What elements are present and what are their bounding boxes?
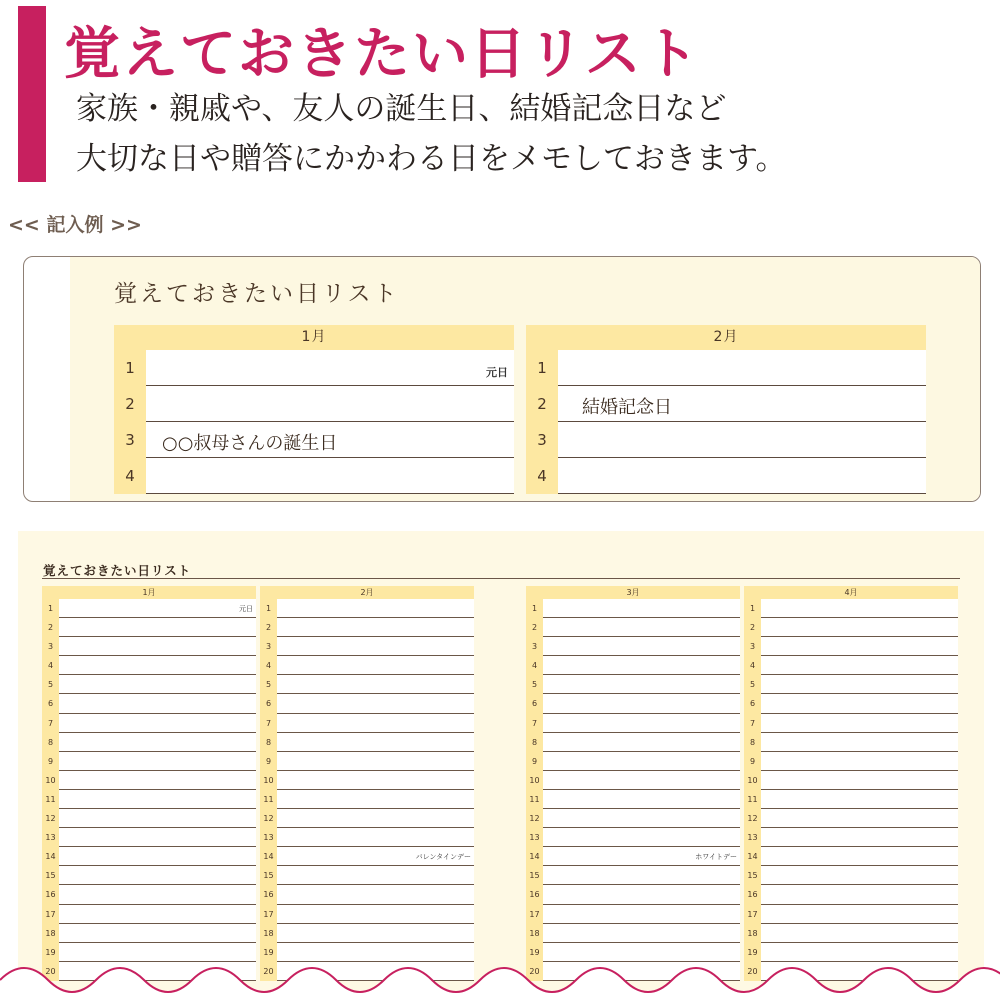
note-cell[interactable] <box>59 828 256 847</box>
day-row <box>526 714 740 733</box>
note-cell[interactable] <box>761 675 958 694</box>
note-cell[interactable] <box>146 422 514 458</box>
note-cell[interactable] <box>543 790 740 809</box>
day-row <box>526 599 740 618</box>
day-number: 8 <box>526 733 543 752</box>
day-row <box>744 790 958 809</box>
note-cell[interactable] <box>277 943 474 962</box>
example-card <box>23 256 981 502</box>
day-row <box>42 771 256 790</box>
note-cell[interactable] <box>277 885 474 904</box>
day-number: 1 <box>42 599 59 618</box>
day-number: 14 <box>526 847 543 866</box>
day-row <box>744 809 958 828</box>
day-row <box>526 675 740 694</box>
handwritten-note: 結婚記念日 <box>582 397 672 418</box>
day-number: 2 <box>114 386 146 422</box>
day-number: 6 <box>744 694 761 713</box>
day-row <box>526 885 740 904</box>
day-number: 18 <box>526 924 543 943</box>
note-cell[interactable] <box>543 752 740 771</box>
day-number: 13 <box>42 828 59 847</box>
note-cell[interactable] <box>543 885 740 904</box>
day-number: 4 <box>744 656 761 675</box>
day-number: 6 <box>526 694 543 713</box>
day-number: 9 <box>42 752 59 771</box>
day-number: 5 <box>744 675 761 694</box>
day-number: 10 <box>42 771 59 790</box>
day-number: 10 <box>260 771 277 790</box>
note-cell[interactable] <box>761 694 958 713</box>
day-number: 11 <box>744 790 761 809</box>
day-number: 2 <box>526 618 543 637</box>
note-cell[interactable] <box>59 866 256 885</box>
note-cell[interactable] <box>761 809 958 828</box>
day-row <box>260 866 474 885</box>
day-number: 10 <box>744 771 761 790</box>
day-number: 17 <box>744 905 761 924</box>
day-row <box>526 943 740 962</box>
note-cell[interactable] <box>543 828 740 847</box>
day-row <box>744 656 958 675</box>
note-cell[interactable] <box>558 350 926 386</box>
day-row <box>42 828 256 847</box>
note-cell[interactable] <box>146 386 514 422</box>
note-cell[interactable] <box>761 637 958 656</box>
note-cell[interactable] <box>277 771 474 790</box>
note-cell[interactable] <box>59 809 256 828</box>
day-row <box>744 733 958 752</box>
title-underline <box>42 578 960 579</box>
day-row <box>42 885 256 904</box>
day-row <box>42 866 256 885</box>
day-row <box>42 790 256 809</box>
note-cell[interactable] <box>761 847 958 866</box>
day-row <box>260 675 474 694</box>
day-number: 11 <box>42 790 59 809</box>
holiday-label: ホワイトデー <box>695 853 737 862</box>
day-row <box>744 943 958 962</box>
note-cell[interactable] <box>59 599 256 618</box>
day-number: 9 <box>744 752 761 771</box>
note-cell[interactable] <box>761 905 958 924</box>
day-row <box>42 943 256 962</box>
note-cell[interactable] <box>59 885 256 904</box>
note-cell[interactable] <box>59 752 256 771</box>
day-number: 1 <box>526 350 558 386</box>
day-row <box>526 733 740 752</box>
day-number: 7 <box>526 714 543 733</box>
note-cell[interactable] <box>543 924 740 943</box>
note-cell[interactable] <box>277 828 474 847</box>
day-row <box>260 847 474 866</box>
day-number: 5 <box>42 675 59 694</box>
day-row <box>42 924 256 943</box>
note-cell[interactable] <box>277 694 474 713</box>
note-cell[interactable] <box>761 599 958 618</box>
day-row <box>42 656 256 675</box>
day-number: 15 <box>42 866 59 885</box>
day-row <box>42 637 256 656</box>
day-row <box>744 752 958 771</box>
day-number: 1 <box>114 350 146 386</box>
day-row <box>260 752 474 771</box>
month-column <box>744 586 958 981</box>
day-number: 14 <box>42 847 59 866</box>
full-page-preview <box>18 531 984 991</box>
full-page-title: 覚えておきたい日リスト <box>43 563 192 578</box>
day-number: 7 <box>42 714 59 733</box>
description-line-2: 大切な日や贈答にかかわる日をメモしておきます。 <box>76 141 787 177</box>
day-number: 19 <box>260 943 277 962</box>
note-cell[interactable] <box>543 733 740 752</box>
day-number: 15 <box>744 866 761 885</box>
day-number: 11 <box>526 790 543 809</box>
day-row <box>260 790 474 809</box>
example-label: << 記入例 >> <box>8 214 142 236</box>
note-cell[interactable] <box>277 714 474 733</box>
day-number: 13 <box>260 828 277 847</box>
note-cell[interactable] <box>277 733 474 752</box>
day-number: 11 <box>260 790 277 809</box>
note-cell[interactable] <box>543 866 740 885</box>
day-row <box>42 618 256 637</box>
day-row <box>744 828 958 847</box>
page-title: 覚えておきたい日リスト <box>64 22 701 87</box>
note-cell[interactable] <box>543 714 740 733</box>
day-row <box>744 694 958 713</box>
note-cell[interactable] <box>761 828 958 847</box>
day-row <box>744 866 958 885</box>
example-row <box>114 458 514 494</box>
note-cell[interactable] <box>543 943 740 962</box>
note-cell[interactable] <box>761 714 958 733</box>
day-row <box>526 656 740 675</box>
day-row <box>744 714 958 733</box>
day-row <box>42 599 256 618</box>
note-cell[interactable] <box>277 752 474 771</box>
day-number: 14 <box>744 847 761 866</box>
day-number: 7 <box>260 714 277 733</box>
note-cell[interactable] <box>59 714 256 733</box>
day-row <box>526 905 740 924</box>
note-cell[interactable] <box>543 809 740 828</box>
example-row <box>114 386 514 422</box>
note-cell[interactable] <box>59 675 256 694</box>
day-number: 2 <box>42 618 59 637</box>
day-number: 17 <box>526 905 543 924</box>
note-cell[interactable] <box>761 866 958 885</box>
note-cell[interactable] <box>59 905 256 924</box>
day-row <box>526 809 740 828</box>
day-number: 2 <box>260 618 277 637</box>
day-number: 19 <box>744 943 761 962</box>
day-row <box>744 924 958 943</box>
note-cell[interactable] <box>59 656 256 675</box>
day-number: 20 <box>260 962 277 981</box>
example-row <box>526 458 926 494</box>
day-row <box>744 599 958 618</box>
note-cell[interactable] <box>277 905 474 924</box>
day-number: 18 <box>744 924 761 943</box>
day-number: 2 <box>744 618 761 637</box>
day-row <box>260 885 474 904</box>
example-row <box>526 422 926 458</box>
holiday-label: 元日 <box>239 605 253 613</box>
day-number: 16 <box>42 885 59 904</box>
day-number: 3 <box>114 422 146 458</box>
note-cell[interactable] <box>543 656 740 675</box>
holiday-label: 元日 <box>486 366 508 379</box>
example-row <box>114 422 514 458</box>
wavy-cut-edge <box>0 960 1000 1000</box>
day-row <box>744 905 958 924</box>
day-number: 4 <box>42 656 59 675</box>
note-cell[interactable] <box>543 599 740 618</box>
example-month-column <box>114 325 514 494</box>
note-cell[interactable] <box>277 924 474 943</box>
day-row <box>42 809 256 828</box>
note-cell[interactable] <box>277 847 474 866</box>
month-header: 2月 <box>526 325 926 350</box>
day-number: 18 <box>42 924 59 943</box>
day-row <box>260 656 474 675</box>
day-number: 3 <box>526 637 543 656</box>
day-number: 15 <box>526 866 543 885</box>
day-row <box>526 771 740 790</box>
day-number: 3 <box>42 637 59 656</box>
example-row <box>526 386 926 422</box>
day-number: 12 <box>42 809 59 828</box>
note-cell[interactable] <box>277 618 474 637</box>
day-number: 13 <box>744 828 761 847</box>
note-cell[interactable] <box>277 790 474 809</box>
day-row <box>744 771 958 790</box>
note-cell[interactable] <box>543 847 740 866</box>
note-cell[interactable] <box>277 637 474 656</box>
note-cell[interactable] <box>761 733 958 752</box>
day-row <box>260 694 474 713</box>
day-row <box>260 905 474 924</box>
day-row <box>42 752 256 771</box>
day-number: 16 <box>744 885 761 904</box>
day-row <box>744 618 958 637</box>
handwritten-note: ○○叔母さんの誕生日 <box>162 433 338 454</box>
day-row <box>260 618 474 637</box>
day-number: 3 <box>526 422 558 458</box>
day-row <box>744 675 958 694</box>
description-line-1: 家族・親戚や、友人の誕生日、結婚記念日など <box>76 91 727 127</box>
day-row <box>260 924 474 943</box>
day-number: 17 <box>42 905 59 924</box>
day-row <box>744 637 958 656</box>
note-cell[interactable] <box>543 618 740 637</box>
day-number: 16 <box>260 885 277 904</box>
day-row <box>526 866 740 885</box>
day-number: 10 <box>526 771 543 790</box>
note-cell[interactable] <box>558 386 926 422</box>
day-number: 9 <box>526 752 543 771</box>
header-accent-bar <box>18 6 46 182</box>
note-cell[interactable] <box>59 924 256 943</box>
day-row <box>526 828 740 847</box>
day-row <box>260 637 474 656</box>
day-row <box>42 847 256 866</box>
day-number: 4 <box>260 656 277 675</box>
day-row <box>526 618 740 637</box>
day-number: 1 <box>744 599 761 618</box>
day-row <box>526 847 740 866</box>
day-number: 4 <box>114 458 146 494</box>
note-cell[interactable] <box>59 847 256 866</box>
note-cell[interactable] <box>543 675 740 694</box>
month-header: 3月 <box>526 586 740 599</box>
month-header: 1月 <box>42 586 256 599</box>
day-number: 5 <box>260 675 277 694</box>
day-row <box>42 694 256 713</box>
note-cell[interactable] <box>277 866 474 885</box>
note-cell[interactable] <box>59 637 256 656</box>
day-number: 12 <box>526 809 543 828</box>
note-cell[interactable] <box>59 733 256 752</box>
month-column <box>526 586 740 981</box>
note-cell[interactable] <box>543 905 740 924</box>
day-number: 20 <box>42 962 59 981</box>
note-cell[interactable] <box>543 694 740 713</box>
day-row <box>260 771 474 790</box>
note-cell[interactable] <box>761 790 958 809</box>
note-cell[interactable] <box>543 637 740 656</box>
note-cell[interactable] <box>146 350 514 386</box>
note-cell[interactable] <box>761 924 958 943</box>
day-number: 17 <box>260 905 277 924</box>
day-number: 2 <box>526 386 558 422</box>
note-cell[interactable] <box>277 599 474 618</box>
day-number: 3 <box>260 637 277 656</box>
note-cell[interactable] <box>558 458 926 494</box>
day-row <box>260 828 474 847</box>
note-cell[interactable] <box>543 771 740 790</box>
day-number: 13 <box>526 828 543 847</box>
day-number: 4 <box>526 656 543 675</box>
day-row <box>526 694 740 713</box>
note-cell[interactable] <box>59 790 256 809</box>
holiday-label: バレンタインデー <box>415 853 471 862</box>
note-cell[interactable] <box>277 656 474 675</box>
day-number: 18 <box>260 924 277 943</box>
day-number: 8 <box>744 733 761 752</box>
day-number: 12 <box>744 809 761 828</box>
day-row <box>42 675 256 694</box>
day-number: 1 <box>260 599 277 618</box>
note-cell[interactable] <box>59 694 256 713</box>
example-row <box>114 350 514 386</box>
month-header: 2月 <box>260 586 474 599</box>
note-cell[interactable] <box>558 422 926 458</box>
day-number: 8 <box>42 733 59 752</box>
day-number: 5 <box>526 675 543 694</box>
example-title: 覚えておきたい日リスト <box>114 281 400 307</box>
example-row <box>526 350 926 386</box>
note-cell[interactable] <box>761 752 958 771</box>
day-number: 15 <box>260 866 277 885</box>
day-number: 20 <box>526 962 543 981</box>
day-number: 12 <box>260 809 277 828</box>
day-row <box>260 809 474 828</box>
example-month-column <box>526 325 926 494</box>
note-cell[interactable] <box>761 885 958 904</box>
page-description <box>76 84 787 184</box>
month-column <box>42 586 256 981</box>
day-row <box>744 885 958 904</box>
note-cell[interactable] <box>277 809 474 828</box>
day-row <box>744 847 958 866</box>
day-row <box>42 733 256 752</box>
day-number: 6 <box>42 694 59 713</box>
note-cell[interactable] <box>761 618 958 637</box>
day-row <box>526 752 740 771</box>
day-row <box>42 905 256 924</box>
day-row <box>260 599 474 618</box>
day-number: 20 <box>744 962 761 981</box>
note-cell[interactable] <box>59 943 256 962</box>
day-number: 8 <box>260 733 277 752</box>
day-row <box>260 714 474 733</box>
day-row <box>260 943 474 962</box>
month-column <box>260 586 474 981</box>
day-number: 14 <box>260 847 277 866</box>
day-number: 6 <box>260 694 277 713</box>
day-row <box>526 637 740 656</box>
note-cell[interactable] <box>59 618 256 637</box>
note-cell[interactable] <box>761 771 958 790</box>
day-row <box>526 790 740 809</box>
day-number: 7 <box>744 714 761 733</box>
day-row <box>42 714 256 733</box>
note-cell[interactable] <box>277 675 474 694</box>
day-number: 1 <box>526 599 543 618</box>
note-cell[interactable] <box>761 656 958 675</box>
day-number: 19 <box>42 943 59 962</box>
note-cell[interactable] <box>146 458 514 494</box>
day-number: 9 <box>260 752 277 771</box>
note-cell[interactable] <box>59 771 256 790</box>
day-number: 16 <box>526 885 543 904</box>
day-row <box>260 733 474 752</box>
day-row <box>526 924 740 943</box>
note-cell[interactable] <box>761 943 958 962</box>
month-header: 1月 <box>114 325 514 350</box>
day-number: 19 <box>526 943 543 962</box>
day-number: 3 <box>744 637 761 656</box>
month-header: 4月 <box>744 586 958 599</box>
day-number: 4 <box>526 458 558 494</box>
